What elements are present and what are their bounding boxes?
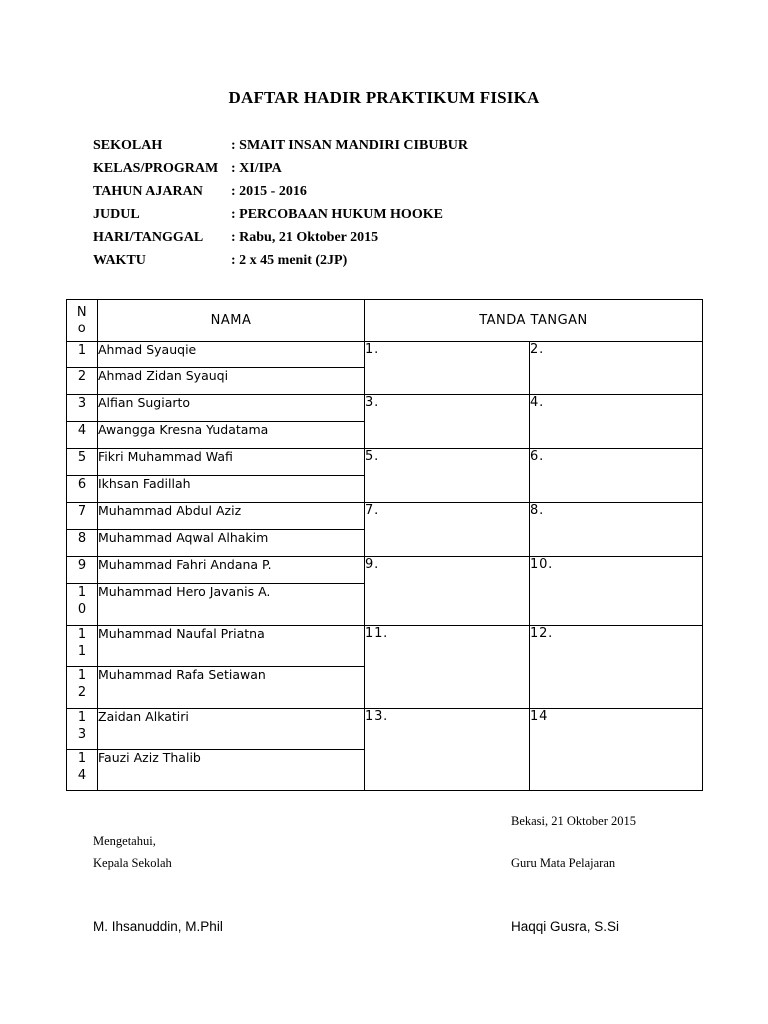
row-number: 6 [67,476,98,503]
info-label: TAHUN AJARAN [93,184,203,199]
table-row [67,342,703,368]
student-name: Muhammad Aqwal Alhakim [98,530,365,557]
table-row [67,395,703,422]
row-number: 1 0 [67,584,98,626]
signature-cell[interactable]: 1. [365,342,530,395]
info-row-title [93,206,693,229]
acknowledged-label: Mengetahui, [93,834,156,848]
signature-cell[interactable]: 11. [365,626,530,709]
signature-cell[interactable]: 2. [530,342,703,395]
place-date: Bekasi, 21 Oktober 2015 [511,814,636,828]
row-number: 5 [67,449,98,476]
row-number: 1 3 [67,709,98,750]
signature-cell[interactable]: 3. [365,395,530,449]
student-name: Ikhsan Fadillah [98,476,365,503]
table-row [67,449,703,476]
row-number: 8 [67,530,98,557]
row-number: 7 [67,503,98,530]
student-name: Zaidan Alkatiri [98,709,365,750]
document-title: DAFTAR HADIR PRAKTIKUM FISIKA [228,88,540,107]
signature-cell[interactable]: 10. [530,557,703,626]
info-label: HARI/TANGGAL [93,230,204,245]
right-signatory-name: Haqqi Gusra, S.Si [511,919,620,934]
attendance-table [66,299,703,791]
table-row [67,503,703,530]
signature-cell[interactable]: 6. [530,449,703,503]
row-number: 1 4 [67,750,98,791]
student-name: Fauzi Aziz Thalib [98,750,365,791]
left-role: Kepala Sekolah [93,856,172,870]
right-role: Guru Mata Pelajaran [511,856,616,870]
signature-cell[interactable]: 4. [530,395,703,449]
signature-cell[interactable]: 5. [365,449,530,503]
table-row [67,626,703,667]
signature-cell[interactable]: 14 [530,709,703,791]
info-value: : XI/IPA [231,161,282,176]
info-row-class [93,160,693,183]
info-block [93,137,693,275]
info-value: : 2015 - 2016 [231,184,307,199]
student-name: Ahmad Syauqie [98,342,365,368]
info-value: : Rabu, 21 Oktober 2015 [231,230,379,245]
student-name: Ahmad Zidan Syauqi [98,368,365,395]
row-number: 4 [67,422,98,449]
header-signature: TANDA TANGAN [365,300,703,342]
info-label: SEKOLAH [93,138,163,153]
student-name: Muhammad Hero Javanis A. [98,584,365,626]
info-value: : 2 x 45 menit (2JP) [231,253,348,268]
row-number: 1 1 [67,626,98,667]
student-name: Alfian Sugiarto [98,395,365,422]
header-name: NAMA [98,300,365,342]
row-number: 1 [67,342,98,368]
table-row [67,709,703,750]
signature-cell[interactable]: 8. [530,503,703,557]
info-label: JUDUL [93,207,140,222]
info-row-year [93,183,693,206]
table-header-row [67,300,703,342]
student-name: Muhammad Naufal Priatna [98,626,365,667]
info-row-school [93,137,693,160]
info-row-date [93,229,693,252]
left-signatory-name: M. Ihsanuddin, M.Phil [93,919,223,934]
student-name: Muhammad Abdul Aziz [98,503,365,530]
info-value: : PERCOBAAN HUKUM HOOKE [231,207,443,222]
student-name: Awangga Kresna Yudatama [98,422,365,449]
info-label: WAKTU [93,253,146,268]
row-number: 2 [67,368,98,395]
signature-cell[interactable]: 7. [365,503,530,557]
student-name: Muhammad Fahri Andana P. [98,557,365,584]
signature-cell[interactable]: 13. [365,709,530,791]
row-number: 3 [67,395,98,422]
info-value: : SMAIT INSAN MANDIRI CIBUBUR [231,138,468,153]
signature-cell[interactable]: 9. [365,557,530,626]
info-label: KELAS/PROGRAM [93,161,219,176]
info-row-time [93,252,693,275]
header-no: N o [67,300,98,342]
signature-cell[interactable]: 12. [530,626,703,709]
student-name: Muhammad Rafa Setiawan [98,667,365,709]
student-name: Fikri Muhammad Wafi [98,449,365,476]
row-number: 1 2 [67,667,98,709]
table-row [67,557,703,584]
row-number: 9 [67,557,98,584]
